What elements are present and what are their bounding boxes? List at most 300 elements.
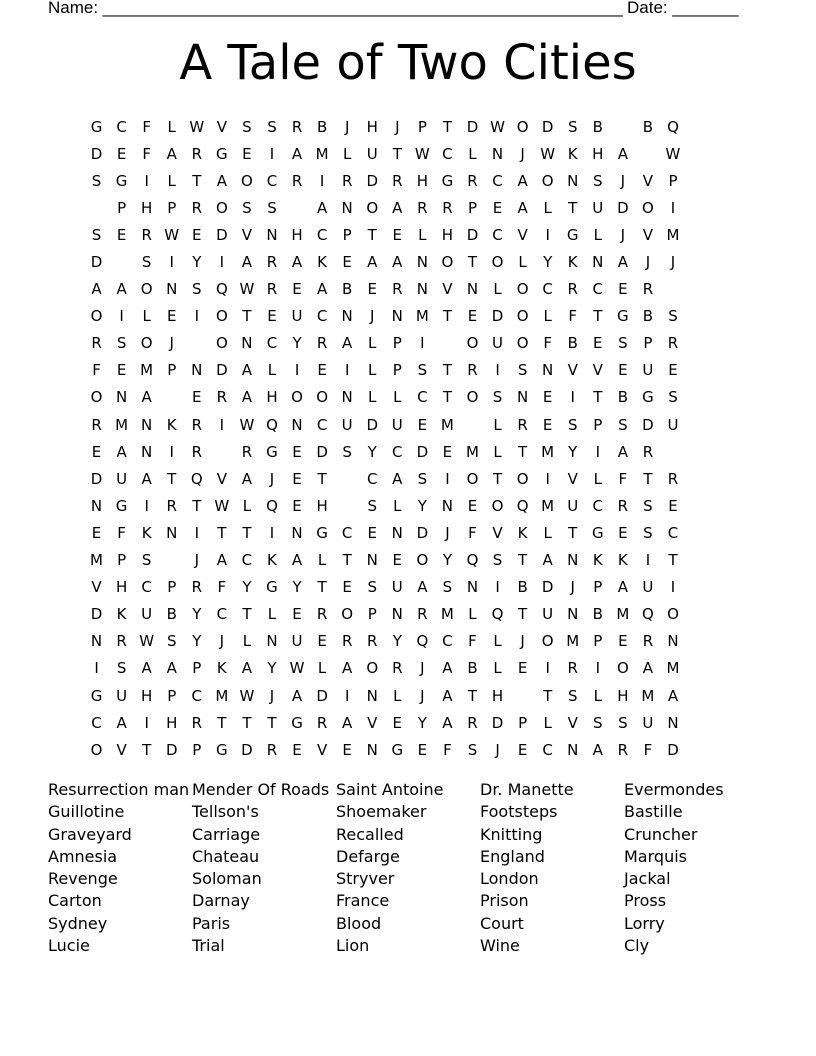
grid-letter: Y [192, 253, 202, 272]
grid-letter: W [239, 415, 255, 434]
grid-letter: L [368, 388, 377, 407]
grid-letter: W [540, 144, 556, 163]
grid-row [84, 140, 736, 167]
grid-letter: K [317, 253, 328, 272]
grid-letter: N [667, 713, 679, 732]
grid-letter: D [491, 307, 504, 326]
grid-letter: V [567, 713, 578, 732]
word-column [192, 779, 336, 957]
grid-letter: T [192, 171, 202, 190]
grid-letter: J [370, 307, 375, 326]
grid-letter: N [141, 442, 153, 461]
grid-letter: W [189, 117, 205, 136]
grid-letter: E [367, 523, 377, 542]
grid-letter: N [391, 605, 403, 624]
grid-letter: V [91, 578, 102, 597]
grid-letter: S [417, 361, 428, 380]
grid-row [84, 411, 736, 438]
grid-letter: O [366, 659, 379, 678]
grid-letter: N [491, 144, 504, 163]
word-item: Court [480, 913, 524, 933]
grid-letter: E [542, 388, 553, 407]
grid-letter: A [166, 144, 177, 163]
grid-letter: J [670, 253, 676, 272]
grid-letter: M [215, 686, 229, 705]
grid-letter: D [241, 740, 253, 759]
grid-letter: C [442, 144, 453, 163]
grid-letter: P [367, 605, 377, 624]
grid-letter: Y [292, 334, 302, 353]
word-item: Soloman [192, 869, 262, 889]
grid-letter: Y [543, 253, 553, 272]
grid-letter: C [266, 171, 278, 190]
grid-letter: E [492, 198, 503, 217]
grid-letter: S [267, 117, 277, 136]
grid-letter: A [141, 469, 152, 488]
grid-letter: N [166, 523, 178, 542]
grid-letter [159, 388, 184, 406]
grid-letter: A [291, 686, 303, 705]
grid-letter: U [391, 578, 403, 597]
grid-letter: U [366, 144, 378, 163]
grid-letter: P [392, 361, 402, 380]
grid-letter: N [567, 740, 579, 759]
grid-letter: J [395, 117, 400, 136]
grid-letter: P [392, 334, 402, 353]
grid-letter: P [417, 117, 427, 136]
grid-letter: N [516, 388, 529, 407]
grid-row [84, 465, 736, 492]
grid-letter: S [467, 740, 478, 759]
grid-letter: D [316, 686, 328, 705]
grid-letter: F [142, 117, 151, 136]
grid-letter: C [241, 551, 253, 570]
grid-letter: A [617, 442, 628, 461]
grid-letter: H [115, 578, 128, 597]
grid-letter [209, 443, 234, 461]
word-item: Graveyard [48, 824, 132, 844]
grid-letter: I [344, 361, 350, 380]
grid-letter: C [592, 280, 604, 299]
grid-letter [660, 280, 685, 298]
grid-letter: F [142, 144, 151, 163]
grid-letter: H [316, 496, 328, 515]
grid-letter: I [420, 334, 425, 353]
grid-letter: C [116, 117, 127, 136]
grid-letter: L [418, 225, 427, 244]
grid-letter: C [91, 713, 102, 732]
grid-letter: H [592, 144, 604, 163]
grid-row [84, 628, 736, 655]
grid-letter: M [440, 605, 454, 624]
grid-letter: E [342, 578, 352, 597]
grid-letter: U [642, 361, 654, 380]
grid-letter: R [316, 605, 328, 624]
grid-letter: A [216, 551, 227, 570]
grid-letter: Q [466, 551, 479, 570]
word-item: Guillotine [48, 802, 125, 822]
grid-letter: A [241, 659, 253, 678]
grid-letter: R [442, 198, 453, 217]
grid-letter: I [545, 225, 550, 244]
grid-letter: E [292, 469, 302, 488]
grid-letter: E [392, 551, 403, 570]
grid-letter: R [91, 415, 102, 434]
grid-letter: D [541, 117, 554, 136]
grid-letter: V [241, 225, 253, 244]
grid-letter: I [269, 523, 275, 542]
word-item: Saint Antoine [336, 780, 444, 799]
grid-letter: R [266, 740, 278, 759]
grid-letter: E [292, 605, 302, 624]
grid-letter: E [166, 307, 177, 326]
grid-letter: T [568, 523, 578, 542]
grid-letter: E [593, 334, 603, 353]
grid-letter: R [467, 171, 478, 190]
grid-letter: A [291, 551, 303, 570]
word-item: London [480, 869, 539, 889]
grid-letter: L [468, 605, 477, 624]
grid-letter: O [215, 198, 228, 217]
grid-letter: G [617, 307, 629, 326]
grid-letter: L [543, 198, 552, 217]
grid-letter: T [643, 469, 653, 488]
grid-letter: N [366, 686, 378, 705]
grid-letter: K [567, 144, 578, 163]
grid-letter: S [567, 117, 578, 136]
grid-letter: A [417, 578, 428, 597]
grid-letter: C [341, 523, 353, 542]
grid-letter: P [668, 171, 678, 190]
grid-letter: N [90, 632, 103, 651]
grid-letter: A [116, 442, 127, 461]
grid-letter: E [542, 415, 553, 434]
grid-letter: C [442, 632, 453, 651]
grid-letter: R [467, 713, 478, 732]
grid-letter: E [116, 144, 127, 163]
grid-letter: A [342, 713, 353, 732]
grid-letter: N [366, 740, 378, 759]
grid-letter: L [468, 144, 477, 163]
grid-letter: I [344, 686, 350, 705]
grid-letter: V [492, 523, 503, 542]
grid-letter: R [166, 496, 177, 515]
grid-letter: R [266, 280, 278, 299]
grid-letter: G [115, 171, 128, 190]
grid-letter: P [342, 225, 352, 244]
grid-letter: C [316, 225, 328, 244]
grid-letter: A [542, 551, 553, 570]
grid-letter [635, 145, 660, 163]
grid-letter: R [667, 334, 679, 353]
grid-letter: U [141, 605, 153, 624]
grid-letter: N [341, 388, 353, 407]
grid-letter: N [90, 496, 103, 515]
grid-row [84, 221, 736, 248]
grid-letter: O [642, 198, 654, 217]
grid-letter: L [242, 632, 252, 651]
grid-letter: K [617, 551, 628, 570]
grid-letter: E [91, 442, 102, 461]
word-item: Sydney [48, 913, 108, 933]
grid-letter: V [567, 469, 578, 488]
grid-row [84, 303, 736, 330]
word-item: Trial [192, 936, 225, 956]
grid-letter: D [216, 361, 228, 380]
word-item: Carriage [192, 824, 261, 844]
grid-letter: J [420, 659, 425, 678]
grid-letter: G [115, 496, 128, 515]
grid-letter: L [593, 686, 602, 705]
grid-letter: F [468, 523, 477, 542]
grid-letter: R [91, 334, 102, 353]
grid-letter: R [417, 198, 428, 217]
grid-letter: O [366, 198, 379, 217]
grid-letter: S [367, 578, 377, 597]
grid-letter: J [344, 117, 350, 136]
grid-letter: Q [516, 496, 529, 515]
word-item: Lucie [48, 936, 90, 956]
grid-letter: R [392, 659, 403, 678]
grid-letter: T [518, 605, 528, 624]
grid-letter: O [516, 469, 529, 488]
grid-letter: Y [192, 605, 202, 624]
grid-letter: T [593, 307, 603, 326]
grid-letter: A [592, 740, 603, 759]
grid-letter: A [166, 659, 177, 678]
grid-letter: L [267, 605, 277, 624]
word-item: Recalled [336, 824, 404, 844]
grid-letter: E [618, 361, 628, 380]
grid-letter: W [414, 144, 430, 163]
word-item: Cruncher [624, 824, 698, 844]
grid-row [84, 384, 736, 411]
grid-letter: S [668, 307, 678, 326]
grid-letter: R [191, 442, 202, 461]
grid-letter: I [495, 361, 500, 380]
grid-letter: S [618, 415, 628, 434]
grid-letter: E [392, 225, 403, 244]
grid-letter: E [91, 523, 102, 542]
grid-letter: A [392, 198, 403, 217]
grid-letter: D [617, 198, 629, 217]
grid-row [84, 492, 736, 519]
word-item: Darnay [192, 891, 250, 911]
grid-letter: S [116, 659, 127, 678]
grid-letter: L [493, 659, 502, 678]
grid-letter: O [90, 388, 103, 407]
grid-letter: A [316, 280, 328, 299]
grid-letter: W [139, 632, 155, 651]
grid-letter: W [239, 686, 255, 705]
grid-letter: U [567, 496, 579, 515]
grid-letter: P [167, 686, 177, 705]
grid-letter: E [517, 740, 528, 759]
grid-letter: N [291, 415, 303, 434]
grid-letter: T [467, 253, 478, 272]
grid-letter [84, 199, 109, 217]
grid-letter: L [167, 117, 176, 136]
grid-letter: T [543, 686, 553, 705]
word-item: Wine [480, 936, 520, 956]
grid-letter: S [567, 415, 578, 434]
grid-letter: A [241, 253, 253, 272]
grid-letter: G [216, 740, 228, 759]
grid-letter: D [491, 713, 504, 732]
grid-letter: T [142, 740, 152, 759]
grid-letter: J [420, 686, 425, 705]
grid-letter: M [115, 415, 129, 434]
grid-letter: S [593, 171, 603, 190]
grid-letter: S [242, 198, 252, 217]
grid-letter: S [618, 334, 628, 353]
grid-letter: Y [242, 578, 252, 597]
grid-letter: E [192, 225, 202, 244]
grid-letter: N [191, 361, 203, 380]
grid-letter: D [667, 740, 679, 759]
grid-letter: Q [667, 117, 679, 136]
grid-letter: M [315, 144, 329, 163]
grid-letter: S [442, 578, 453, 597]
grid-letter: R [667, 469, 679, 488]
grid-letter: K [567, 253, 578, 272]
grid-letter: R [392, 280, 403, 299]
grid-letter: T [217, 523, 227, 542]
grid-letter: P [192, 740, 202, 759]
grid-letter: B [592, 117, 603, 136]
grid-letter: B [567, 334, 578, 353]
grid-letter: A [116, 280, 127, 299]
grid-letter: I [144, 496, 149, 515]
grid-letter: K [267, 551, 277, 570]
grid-letter: S [116, 334, 127, 353]
grid-letter [335, 497, 360, 515]
grid-letter: G [291, 713, 303, 732]
grid-letter: N [266, 632, 278, 651]
header [48, 0, 748, 20]
grid-letter: C [592, 496, 604, 515]
grid-row [84, 194, 736, 221]
grid-letter: O [541, 171, 554, 190]
grid-row [84, 330, 736, 357]
grid-letter: N [291, 523, 303, 542]
grid-letter: O [491, 253, 504, 272]
grid-letter: A [141, 388, 152, 407]
grid-letter: E [317, 632, 327, 651]
grid-letter: L [393, 388, 402, 407]
grid-letter: H [141, 686, 153, 705]
grid-letter: M [415, 307, 429, 326]
grid-letter: V [442, 280, 453, 299]
grid-letter: G [566, 225, 579, 244]
grid-letter: C [542, 740, 553, 759]
grid-letter: U [492, 334, 504, 353]
grid-letter: P [643, 334, 653, 353]
grid-row [84, 519, 736, 546]
grid-letter: Q [642, 605, 654, 624]
grid-letter: C [366, 469, 378, 488]
grid-letter: N [266, 225, 278, 244]
grid-letter: E [367, 280, 377, 299]
word-column [336, 779, 480, 957]
grid-letter [285, 199, 310, 217]
grid-letter: A [342, 659, 353, 678]
grid-letter: M [666, 225, 680, 244]
grid-letter: R [341, 632, 353, 651]
grid-letter: F [92, 361, 101, 380]
grid-letter [460, 416, 485, 434]
grid-letter: H [491, 686, 504, 705]
grid-letter: J [620, 225, 626, 244]
grid-letter: A [116, 713, 127, 732]
grid-letter: N [241, 334, 253, 353]
grid-letter: N [366, 551, 378, 570]
grid-letter [335, 470, 360, 488]
grid-letter: R [191, 198, 202, 217]
grid-letter: P [167, 198, 177, 217]
grid-letter: A [517, 171, 528, 190]
grid-letter: G [266, 578, 278, 597]
grid-letter: T [442, 361, 452, 380]
grid-letter: E [668, 361, 678, 380]
grid-letter: E [618, 280, 628, 299]
grid-letter: K [517, 523, 528, 542]
name-field-label: Name: _______________________________________________________ [48, 0, 623, 17]
grid-letter: L [493, 415, 502, 434]
grid-letter: O [541, 632, 554, 651]
grid-row [84, 276, 736, 303]
grid-letter: M [566, 632, 580, 651]
grid-letter: V [116, 740, 127, 759]
grid-letter: S [342, 442, 352, 461]
grid-letter: O [90, 307, 103, 326]
grid-letter: B [642, 307, 654, 326]
grid-letter: P [167, 578, 177, 597]
word-item: Pross [624, 891, 667, 911]
grid-letter: C [316, 307, 328, 326]
grid-letter: L [543, 307, 552, 326]
grid-letter: M [90, 551, 103, 570]
date-field-label: Date: _______ [627, 0, 739, 17]
grid-letter: I [194, 523, 199, 542]
grid-letter: F [618, 469, 628, 488]
grid-letter: H [166, 713, 178, 732]
grid-letter: D [416, 442, 429, 461]
grid-letter: J [645, 253, 651, 272]
word-item: Shoemaker [336, 802, 427, 822]
grid-letter [159, 551, 184, 569]
grid-letter: D [466, 117, 479, 136]
grid-letter: D [90, 469, 103, 488]
grid-letter: R [291, 117, 303, 136]
grid-letter: I [269, 144, 275, 163]
grid-letter: M [666, 659, 680, 678]
grid-letter: O [140, 334, 153, 353]
word-item: Chateau [192, 846, 260, 866]
word-item: France [336, 891, 390, 911]
grid-letter: U [341, 415, 353, 434]
grid-letter: W [490, 117, 505, 136]
grid-letter: L [493, 442, 502, 461]
grid-letter: L [142, 307, 151, 326]
grid-letter: R [241, 442, 253, 461]
grid-letter: L [317, 659, 327, 678]
word-item: Blood [336, 913, 382, 933]
grid-letter: D [216, 225, 228, 244]
grid-letter: Q [491, 605, 504, 624]
grid-letter: N [567, 605, 579, 624]
grid-letter: B [642, 117, 654, 136]
